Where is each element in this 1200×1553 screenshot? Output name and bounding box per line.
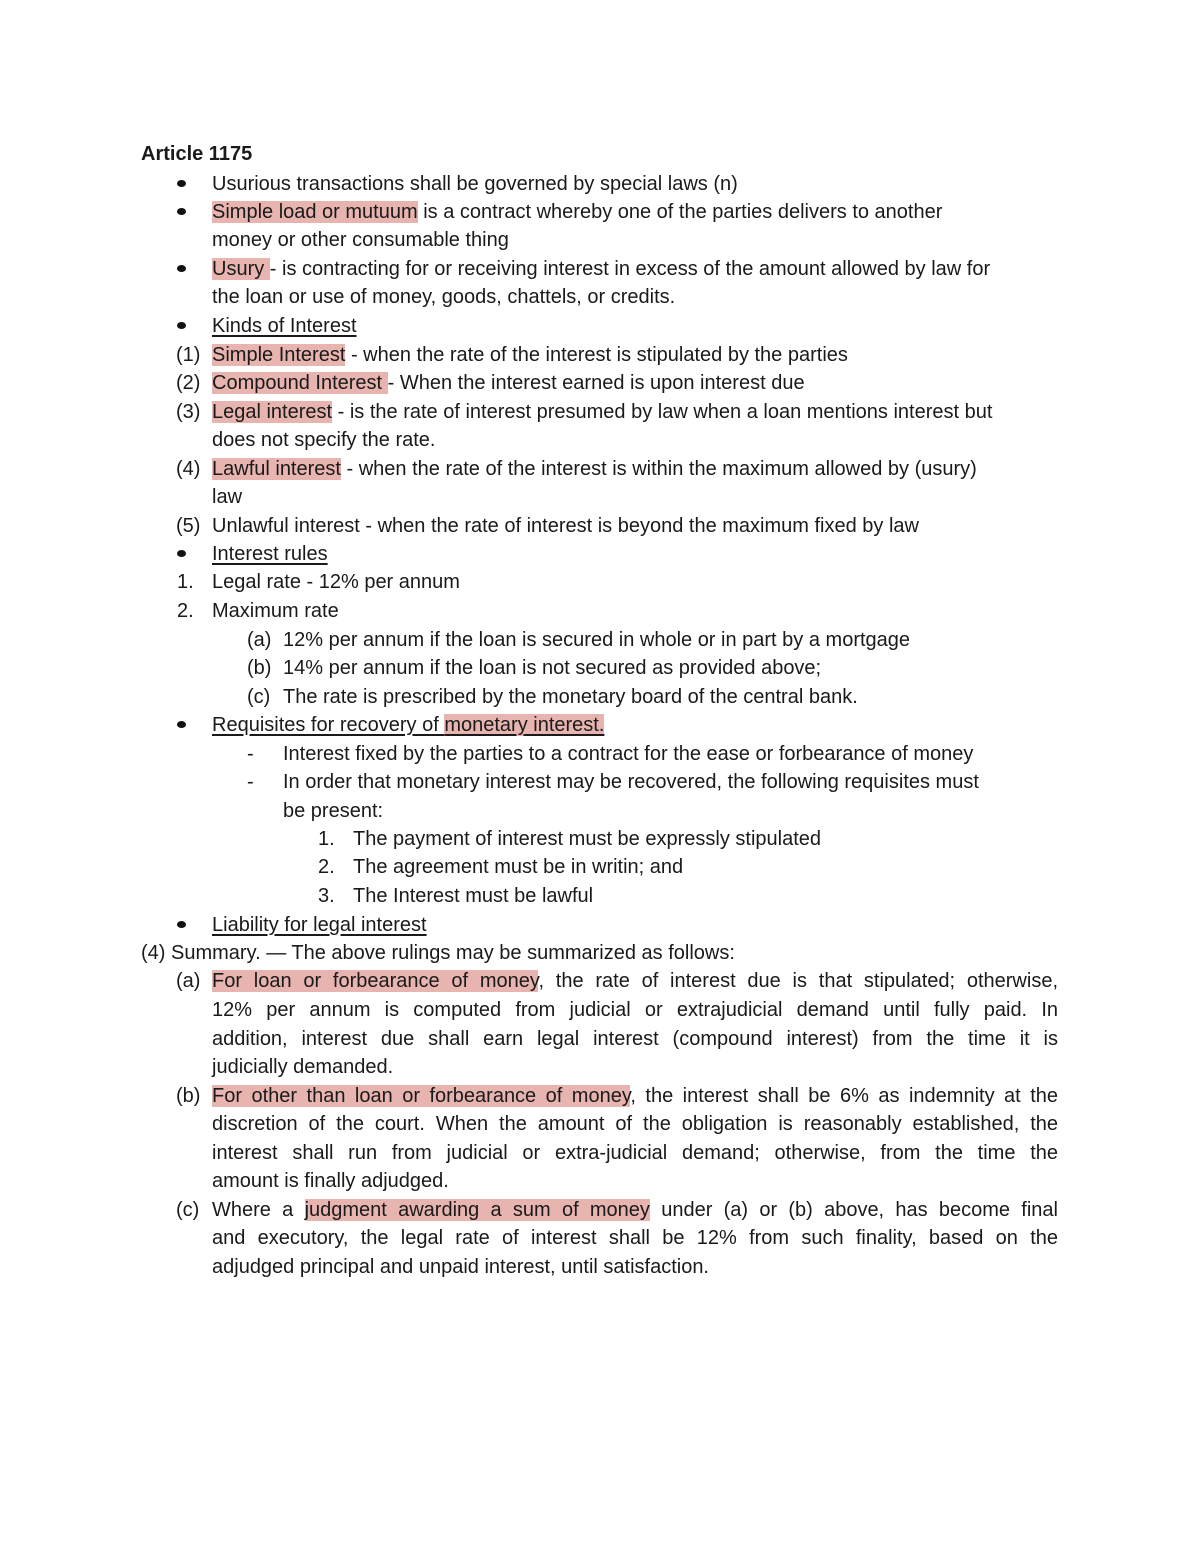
requisite-item-2: The agreement must be in writin; and <box>353 856 684 878</box>
kind-unlawful-interest: Unlawful interest - when the rate of interest is beyond the maximum fixed by law <box>212 515 919 537</box>
requisite-marker: 2. <box>318 856 335 878</box>
rule-max-b: 14% per annum if the loan is not secured as provided above; <box>283 657 822 679</box>
kind-legal-interest: Legal interest - is the rate of interest presumed by law when a loan mentions interest but <box>212 401 993 423</box>
bullet-dot <box>177 180 186 187</box>
summary-marker: (c) <box>176 1199 200 1221</box>
summary-marker: (a) <box>176 970 201 992</box>
rule-marker: 2. <box>177 600 194 622</box>
summary-b-line-4: amount is finally adjudged. <box>212 1170 449 1192</box>
bullet-dot <box>177 921 186 928</box>
bullet-dot <box>177 550 186 557</box>
highlight-simple-loan: Simple load or mutuum <box>212 201 418 223</box>
summary-a-line-4: judicially demanded. <box>212 1056 394 1078</box>
rule-marker: (c) <box>247 686 271 708</box>
highlight-monetary-interest: monetary interest. <box>444 714 605 736</box>
highlight-simple-interest: Simple Interest <box>212 344 346 366</box>
summary-c-line-1: Where a judgment awarding a sum of money under (a) or (b) above, has become final <box>212 1199 1058 1221</box>
bullet-dot <box>177 322 186 329</box>
requisite-marker: 3. <box>318 885 335 907</box>
kind-legal-interest-cont: does not specify the rate. <box>212 429 436 451</box>
summary-a-line-2: 12% per annum is computed from judicial or extrajudicial demand until fully paid. In <box>212 999 1058 1021</box>
requisite-in-order-cont: be present: <box>283 800 384 822</box>
requisite-in-order: In order that monetary interest may be recovered, the following requisites must <box>283 771 979 793</box>
bullet-dot <box>177 208 186 215</box>
summary-b-line-1: For other than loan or forbearance of money, the interest shall be 6% as indemnity at the <box>212 1085 1059 1107</box>
highlight-usury: Usury <box>212 258 270 280</box>
summary-c-line-2: and executory, the legal rate of interest shall be 12% from such finality, based on the <box>212 1227 1058 1249</box>
kind-marker: (2) <box>176 372 201 394</box>
kind-lawful-interest: Lawful interest - when the rate of the interest is within the maximum allowed by (usury) <box>212 458 977 480</box>
heading-interest-rules: Interest rules <box>212 543 328 565</box>
requisite-item-1: The payment of interest must be expressly stipulated <box>353 828 822 850</box>
bullet-dot <box>177 721 186 728</box>
summary-intro: (4) Summary. — The above rulings may be summarized as follows: <box>141 942 735 964</box>
rule-marker: 1. <box>177 571 194 593</box>
summary-marker: (b) <box>176 1085 201 1107</box>
kind-marker: (5) <box>176 515 201 537</box>
highlight-lawful-interest: Lawful interest <box>212 458 341 480</box>
summary-b-line-3: interest shall run from judicial or extra-judicial demand; otherwise, from the time the <box>212 1142 1058 1164</box>
heading-liability: Liability for legal interest <box>212 914 427 936</box>
kind-simple-interest: Simple Interest - when the rate of the interest is stipulated by the parties <box>212 344 848 366</box>
kind-marker: (4) <box>176 458 201 480</box>
rule-max-c: The rate is prescribed by the monetary board of the central bank. <box>283 686 858 708</box>
bullet-usury-cont: the loan or use of money, goods, chattels, or credits. <box>212 286 676 308</box>
bullet-usurious: Usurious transactions shall be governed by special laws (n) <box>212 173 738 195</box>
highlight-other-than-loan: For other than loan or forbearance of money <box>212 1085 631 1107</box>
rule-max-a: 12% per annum if the loan is secured in whole or in part by a mortgage <box>283 629 911 651</box>
summary-b-line-2: discretion of the court. When the amount of the obligation is reasonably established, the <box>212 1113 1058 1135</box>
summary-a-line-3: addition, interest due shall earn legal interest (compound interest) from the time it is <box>212 1028 1058 1050</box>
heading-kinds-of-interest: Kinds of Interest <box>212 315 357 337</box>
dash-marker: - <box>247 743 254 765</box>
rule-marker: (b) <box>247 657 272 679</box>
dash-marker: - <box>247 771 254 793</box>
bullet-dot <box>177 265 186 272</box>
heading-requisites: Requisites for recovery of monetary interest. <box>212 714 605 736</box>
kind-marker: (1) <box>176 344 201 366</box>
summary-a-line-1: For loan or forbearance of money, the rate of interest due is that stipulated; otherwise, <box>212 970 1058 992</box>
kind-compound-interest: Compound Interest - When the interest earned is upon interest due <box>212 372 805 394</box>
requisite-item-3: The Interest must be lawful <box>353 885 594 907</box>
bullet-simple-loan-cont: money or other consumable thing <box>212 229 509 251</box>
kind-lawful-interest-cont: law <box>212 486 243 508</box>
bullet-usury: Usury - is contracting for or receiving interest in excess of the amount allowed by law for <box>212 258 991 280</box>
bullet-simple-loan: Simple load or mutuum is a contract whereby one of the parties delivers to another <box>212 201 943 223</box>
highlight-legal-interest: Legal interest <box>212 401 333 423</box>
highlight-compound-interest: Compound Interest <box>212 372 388 394</box>
summary-c-line-3: adjudged principal and unpaid interest, until satisfaction. <box>212 1256 709 1278</box>
article-title: Article 1175 <box>141 143 253 165</box>
rule-legal-rate: Legal rate - 12% per annum <box>212 571 460 593</box>
highlight-loan-forbearance: For loan or forbearance of money <box>212 970 539 992</box>
requisite-interest-fixed: Interest fixed by the parties to a contract for the ease or forbearance of money <box>283 743 974 765</box>
requisite-marker: 1. <box>318 828 335 850</box>
rule-marker: (a) <box>247 629 272 651</box>
highlight-judgment: judgment awarding a sum of money <box>304 1199 650 1221</box>
kind-marker: (3) <box>176 401 201 423</box>
rule-maximum-rate: Maximum rate <box>212 600 339 622</box>
